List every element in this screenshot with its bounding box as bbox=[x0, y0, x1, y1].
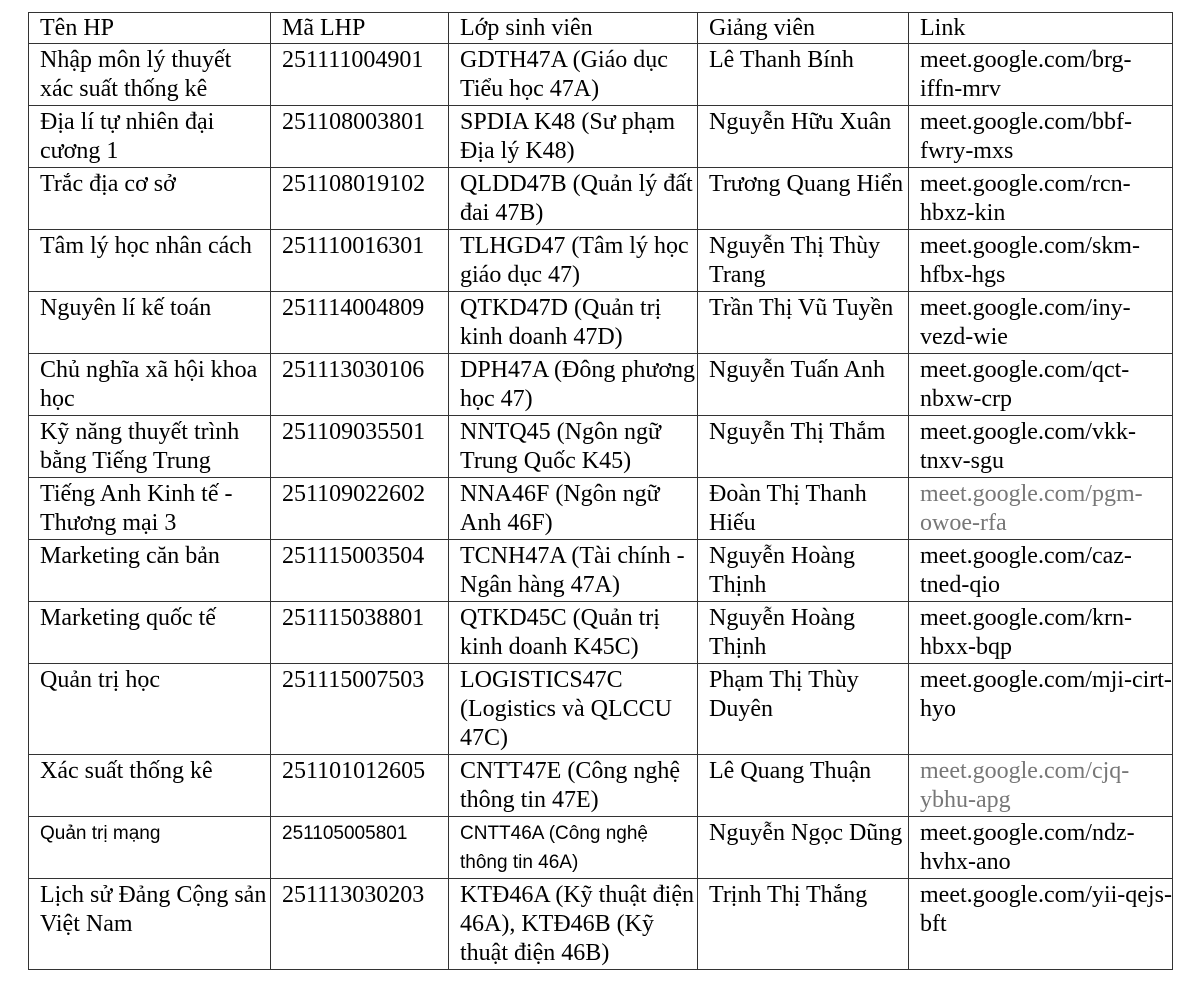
class-code: 251115003504 bbox=[271, 540, 449, 602]
meet-link[interactable]: meet.google.com/pgm-owoe-rfa bbox=[909, 478, 1173, 540]
header-link: Link bbox=[909, 13, 1173, 44]
meet-link[interactable]: meet.google.com/krn-hbxx-bqp bbox=[909, 602, 1173, 664]
class-schedule-table bbox=[28, 12, 1173, 970]
schedule-document bbox=[28, 12, 1173, 970]
lecturer: Lê Quang Thuận bbox=[698, 755, 909, 817]
table-row bbox=[29, 540, 1173, 602]
meet-link[interactable]: meet.google.com/vkk-tnxv-sgu bbox=[909, 416, 1173, 478]
student-class: LOGISTICS47C (Logistics và QLCCU 47C) bbox=[449, 664, 698, 755]
table-row bbox=[29, 168, 1173, 230]
class-code: 251113030106 bbox=[271, 354, 449, 416]
student-class: CNTT46A (Công nghệ thông tin 46A) bbox=[449, 817, 698, 879]
student-class: QTKD47D (Quản trị kinh doanh 47D) bbox=[449, 292, 698, 354]
class-code: 251105005801 bbox=[271, 817, 449, 879]
class-code: 251114004809 bbox=[271, 292, 449, 354]
student-class: QLDD47B (Quản lý đất đai 47B) bbox=[449, 168, 698, 230]
class-code: 251109022602 bbox=[271, 478, 449, 540]
table-row bbox=[29, 664, 1173, 755]
course-name: Chủ nghĩa xã hội khoa học bbox=[29, 354, 271, 416]
student-class: GDTH47A (Giáo dục Tiểu học 47A) bbox=[449, 44, 698, 106]
student-class: QTKD45C (Quản trị kinh doanh K45C) bbox=[449, 602, 698, 664]
class-code: 251115038801 bbox=[271, 602, 449, 664]
lecturer: Nguyễn Hoàng Thịnh bbox=[698, 540, 909, 602]
meet-link[interactable]: meet.google.com/rcn-hbxz-kin bbox=[909, 168, 1173, 230]
header-student-class: Lớp sinh viên bbox=[449, 13, 698, 44]
course-name: Trắc địa cơ sở bbox=[29, 168, 271, 230]
header-course-name: Tên HP bbox=[29, 13, 271, 44]
course-name: Quản trị học bbox=[29, 664, 271, 755]
course-name: Marketing căn bản bbox=[29, 540, 271, 602]
class-code: 251115007503 bbox=[271, 664, 449, 755]
lecturer: Trịnh Thị Thắng bbox=[698, 879, 909, 970]
student-class: TCNH47A (Tài chính - Ngân hàng 47A) bbox=[449, 540, 698, 602]
table-row bbox=[29, 354, 1173, 416]
lecturer: Nguyễn Ngọc Dũng bbox=[698, 817, 909, 879]
lecturer: Nguyễn Hoàng Thịnh bbox=[698, 602, 909, 664]
table-row bbox=[29, 106, 1173, 168]
table-row bbox=[29, 416, 1173, 478]
class-code: 251108019102 bbox=[271, 168, 449, 230]
meet-link[interactable]: meet.google.com/cjq-ybhu-apg bbox=[909, 755, 1173, 817]
class-code: 251108003801 bbox=[271, 106, 449, 168]
table-row bbox=[29, 879, 1173, 970]
course-name: Nhập môn lý thuyết xác suất thống kê bbox=[29, 44, 271, 106]
table-row bbox=[29, 817, 1173, 879]
lecturer: Lê Thanh Bính bbox=[698, 44, 909, 106]
lecturer: Nguyễn Tuấn Anh bbox=[698, 354, 909, 416]
table-row bbox=[29, 230, 1173, 292]
course-name: Địa lí tự nhiên đại cương 1 bbox=[29, 106, 271, 168]
lecturer: Phạm Thị Thùy Duyên bbox=[698, 664, 909, 755]
lecturer: Trần Thị Vũ Tuyền bbox=[698, 292, 909, 354]
table-header-row bbox=[29, 13, 1173, 44]
course-name: Kỹ năng thuyết trình bằng Tiếng Trung bbox=[29, 416, 271, 478]
table-row bbox=[29, 602, 1173, 664]
table-row bbox=[29, 478, 1173, 540]
meet-link[interactable]: meet.google.com/qct-nbxw-crp bbox=[909, 354, 1173, 416]
course-name: Lịch sử Đảng Cộng sản Việt Nam bbox=[29, 879, 271, 970]
lecturer: Nguyễn Hữu Xuân bbox=[698, 106, 909, 168]
table-row bbox=[29, 755, 1173, 817]
meet-link[interactable]: meet.google.com/skm-hfbx-hgs bbox=[909, 230, 1173, 292]
student-class: TLHGD47 (Tâm lý học giáo dục 47) bbox=[449, 230, 698, 292]
meet-link[interactable]: meet.google.com/mji-cirt-hyo bbox=[909, 664, 1173, 755]
course-name: Quản trị mạng bbox=[29, 817, 271, 879]
class-code: 251109035501 bbox=[271, 416, 449, 478]
student-class: DPH47A (Đông phương học 47) bbox=[449, 354, 698, 416]
course-name: Tiếng Anh Kinh tế - Thương mại 3 bbox=[29, 478, 271, 540]
class-code: 251111004901 bbox=[271, 44, 449, 106]
student-class: NNTQ45 (Ngôn ngữ Trung Quốc K45) bbox=[449, 416, 698, 478]
header-lecturer: Giảng viên bbox=[698, 13, 909, 44]
meet-link[interactable]: meet.google.com/caz-tned-qio bbox=[909, 540, 1173, 602]
course-name: Tâm lý học nhân cách bbox=[29, 230, 271, 292]
meet-link[interactable]: meet.google.com/yii-qejs-bft bbox=[909, 879, 1173, 970]
student-class: SPDIA K48 (Sư phạm Địa lý K48) bbox=[449, 106, 698, 168]
meet-link[interactable]: meet.google.com/ndz-hvhx-ano bbox=[909, 817, 1173, 879]
class-code: 251110016301 bbox=[271, 230, 449, 292]
meet-link[interactable]: meet.google.com/iny-vezd-wie bbox=[909, 292, 1173, 354]
lecturer: Nguyễn Thị Thùy Trang bbox=[698, 230, 909, 292]
class-code: 251113030203 bbox=[271, 879, 449, 970]
header-class-code: Mã LHP bbox=[271, 13, 449, 44]
lecturer: Trương Quang Hiển bbox=[698, 168, 909, 230]
meet-link[interactable]: meet.google.com/brg-iffn-mrv bbox=[909, 44, 1173, 106]
lecturer: Đoàn Thị Thanh Hiếu bbox=[698, 478, 909, 540]
table-row bbox=[29, 292, 1173, 354]
student-class: NNA46F (Ngôn ngữ Anh 46F) bbox=[449, 478, 698, 540]
lecturer: Nguyễn Thị Thắm bbox=[698, 416, 909, 478]
class-code: 251101012605 bbox=[271, 755, 449, 817]
meet-link[interactable]: meet.google.com/bbf-fwry-mxs bbox=[909, 106, 1173, 168]
table-row bbox=[29, 44, 1173, 106]
course-name: Xác suất thống kê bbox=[29, 755, 271, 817]
course-name: Nguyên lí kế toán bbox=[29, 292, 271, 354]
course-name: Marketing quốc tế bbox=[29, 602, 271, 664]
student-class: CNTT47E (Công nghệ thông tin 47E) bbox=[449, 755, 698, 817]
student-class: KTĐ46A (Kỹ thuật điện 46A), KTĐ46B (Kỹ thuật điện 46B) bbox=[449, 879, 698, 970]
